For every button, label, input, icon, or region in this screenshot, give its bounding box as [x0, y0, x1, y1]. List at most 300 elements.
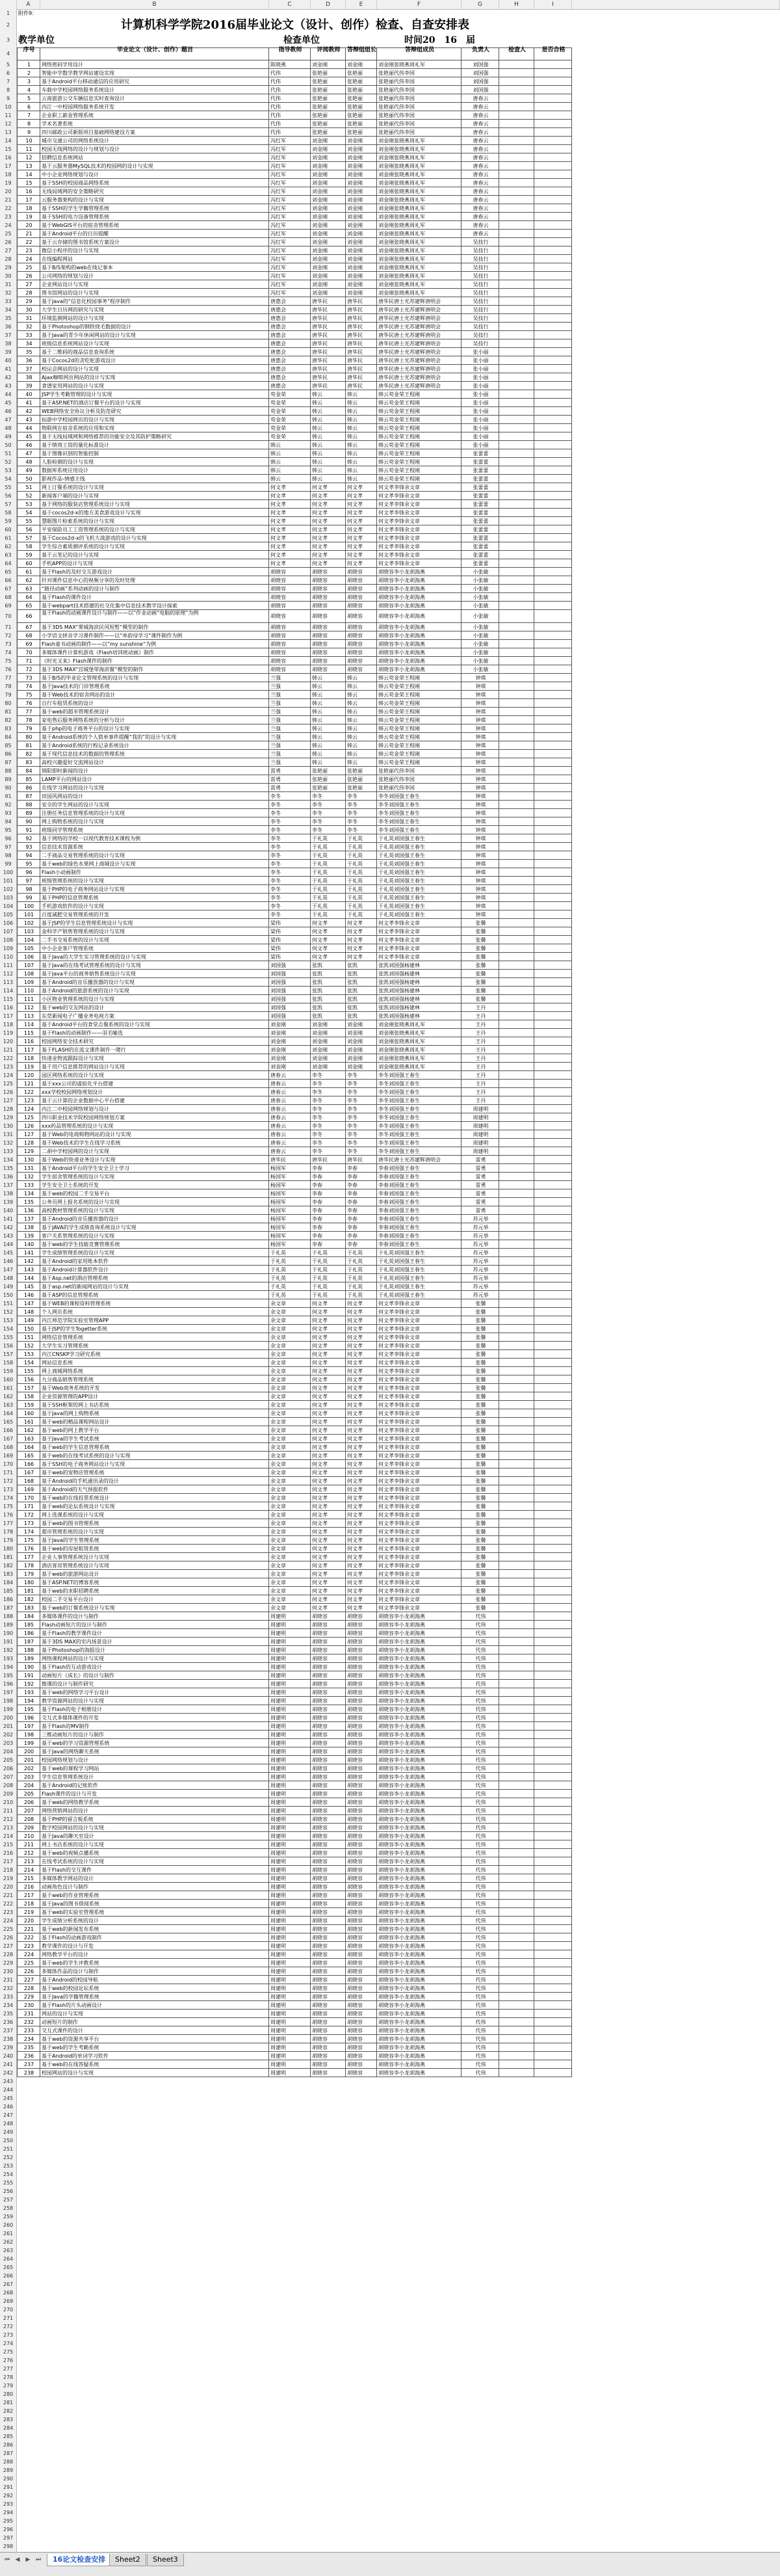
table-cell[interactable]: 钟琪	[462, 877, 499, 885]
row-number[interactable]: 55	[0, 483, 17, 492]
thesis-title-cell[interactable]: 学生综合素质测评系统的设计与实现	[40, 542, 269, 551]
row-number[interactable]: 51	[0, 449, 17, 458]
thesis-title-cell[interactable]: 客户关系管理系统的设计与实现	[40, 1232, 269, 1240]
table-cell[interactable]: 刘金刚张晓燕周礼军	[377, 145, 462, 153]
table-cell[interactable]	[534, 1384, 572, 1392]
table-cell[interactable]	[534, 1511, 572, 1519]
table-cell[interactable]: 韩云苟金荣王程刚	[377, 416, 462, 424]
table-cell[interactable]: 代伟	[269, 128, 311, 137]
table-cell[interactable]: 周建明	[269, 1747, 311, 1756]
table-cell[interactable]	[499, 2018, 534, 2026]
table-cell[interactable]	[534, 775, 572, 784]
table-cell[interactable]	[534, 1933, 572, 1942]
table-cell[interactable]: 刘金刚	[269, 1063, 311, 1071]
table-cell[interactable]	[534, 424, 572, 432]
table-cell[interactable]	[534, 2001, 572, 2010]
table-cell[interactable]: 214	[17, 1866, 40, 1874]
thesis-title-cell[interactable]: 基于web的视频点播系统	[40, 1849, 269, 1857]
table-cell[interactable]: 于礼英	[311, 1249, 346, 1257]
table-cell[interactable]: 吴技行	[462, 289, 499, 297]
thesis-title-cell[interactable]: 多媒体课件计算机游戏《Flash培训班动画》制作	[40, 648, 269, 657]
row-number[interactable]: 41	[0, 365, 17, 373]
table-cell[interactable]: 唐华民	[311, 314, 346, 323]
table-cell[interactable]: 10	[17, 137, 40, 145]
thesis-title-cell[interactable]: 微信小程序的设计与实现	[40, 246, 269, 255]
table-cell[interactable]: 韩云	[269, 449, 311, 458]
table-cell[interactable]	[499, 1426, 534, 1435]
table-cell[interactable]: 唐华民唐士光苏建辉唐明会	[377, 297, 462, 306]
table-cell[interactable]: 张艳丽	[346, 77, 377, 86]
table-cell[interactable]: 229	[17, 1993, 40, 2001]
table-cell[interactable]: 唐春云	[462, 137, 499, 145]
table-cell[interactable]: 胡晓容李小龙胡海燕	[377, 1629, 462, 1638]
table-cell[interactable]: 刘金刚	[269, 1037, 311, 1046]
table-cell[interactable]	[534, 851, 572, 860]
table-cell[interactable]: 唐春云	[462, 111, 499, 120]
table-cell[interactable]: 147	[17, 1299, 40, 1308]
thesis-title-cell[interactable]: 基于SSH的学生学籍管理系统	[40, 204, 269, 213]
table-cell[interactable]	[534, 2069, 572, 2077]
table-cell[interactable]: 胡晓容李小龙胡海燕	[377, 1638, 462, 1646]
table-cell[interactable]: 代伟	[462, 1756, 499, 1764]
thesis-title-cell[interactable]: 人脸检测的设计与实现	[40, 458, 269, 466]
table-cell[interactable]: 唐华民	[311, 306, 346, 314]
table-cell[interactable]: 唐华民	[311, 297, 346, 306]
table-cell[interactable]: 刘金刚张晓燕周礼军	[377, 213, 462, 221]
thesis-title-cell[interactable]: 基于web的学生评教系统	[40, 1959, 269, 1967]
row-number[interactable]: 70	[0, 610, 17, 623]
table-cell[interactable]: 胡晓容	[346, 1891, 377, 1900]
table-cell[interactable]: 小张敏	[462, 648, 499, 657]
table-cell[interactable]: 韩云苟金荣王程刚	[377, 407, 462, 416]
thesis-title-cell[interactable]: 基于现代信息技术的数据的管理系统	[40, 750, 269, 758]
table-cell[interactable]	[499, 1384, 534, 1392]
table-cell[interactable]: 吴技行	[462, 238, 499, 246]
table-cell[interactable]: 余文章	[269, 1392, 311, 1401]
table-cell[interactable]: 李春刘国强王春生	[377, 1215, 462, 1223]
table-cell[interactable]: 何文孝	[346, 551, 377, 559]
table-cell[interactable]: 胡晓容	[346, 1747, 377, 1756]
table-cell[interactable]: 李春	[311, 1189, 346, 1198]
table-cell[interactable]: 张艳丽	[311, 94, 346, 103]
table-cell[interactable]	[499, 1350, 534, 1359]
table-cell[interactable]	[499, 94, 534, 103]
table-cell[interactable]: 胡晓容李小龙胡海燕	[377, 1824, 462, 1832]
row-number[interactable]: 262	[0, 2238, 17, 2246]
thesis-title-cell[interactable]: 基于Flash的MV制作	[40, 1722, 269, 1731]
table-cell[interactable]	[499, 509, 534, 517]
table-cell[interactable]: 冯红军	[269, 221, 311, 230]
table-cell[interactable]: 张蕾蕾	[462, 525, 499, 534]
table-cell[interactable]	[499, 365, 534, 373]
table-cell[interactable]: 何文孝李锋余文章	[377, 1545, 462, 1553]
column-title[interactable]: 毕业论文（设计、创作）题目	[40, 47, 269, 60]
thesis-title-cell[interactable]: 动画短片的制作	[40, 2018, 269, 2026]
table-cell[interactable]: 周建明	[269, 1883, 311, 1891]
table-cell[interactable]: 刘金刚	[346, 1037, 377, 1046]
table-cell[interactable]: 胡晓容李小龙胡海燕	[377, 2052, 462, 2060]
table-cell[interactable]	[534, 94, 572, 103]
table-cell[interactable]	[499, 2026, 534, 2035]
table-cell[interactable]	[534, 1705, 572, 1714]
row-number[interactable]: 74	[0, 648, 17, 657]
table-cell[interactable]: 胡晓容李小龙胡海燕	[377, 2060, 462, 2069]
table-cell[interactable]	[499, 551, 534, 559]
table-cell[interactable]	[499, 1485, 534, 1494]
table-cell[interactable]: 周建明	[269, 1646, 311, 1654]
table-cell[interactable]	[534, 492, 572, 500]
table-cell[interactable]	[499, 809, 534, 817]
table-cell[interactable]	[499, 500, 534, 509]
table-cell[interactable]: 29	[17, 297, 40, 306]
table-cell[interactable]: 胡晓容李小龙胡海燕	[377, 1739, 462, 1747]
table-cell[interactable]: 胡晓容李小龙胡海燕	[377, 640, 462, 648]
table-cell[interactable]: 胡晓容	[346, 1731, 377, 1739]
column-title[interactable]: 评阅教师	[311, 47, 346, 60]
thesis-title-cell[interactable]: Flash课件的设计与开发	[40, 1790, 269, 1798]
table-cell[interactable]	[499, 1629, 534, 1638]
table-cell[interactable]: 胡晓容	[311, 1849, 346, 1857]
table-cell[interactable]: 胡晓容	[269, 576, 311, 585]
thesis-title-cell[interactable]: 基于Cocos2d的贪吃蛇游戏设计	[40, 356, 269, 365]
table-cell[interactable]: 何文孝李锋余文章	[377, 559, 462, 568]
thesis-title-cell[interactable]: 高校教材管理系统的设计与实现	[40, 1206, 269, 1215]
table-cell[interactable]: 兰强	[269, 708, 311, 716]
table-cell[interactable]: 张凯刘国强杨建林	[377, 995, 462, 1003]
thesis-title-cell[interactable]: 基于Flash的及时交互游戏设计	[40, 568, 269, 576]
table-cell[interactable]: 周建明	[269, 1891, 311, 1900]
table-cell[interactable]: 于礼英	[311, 868, 346, 877]
table-cell[interactable]	[534, 475, 572, 483]
table-cell[interactable]: 李冬刘国强王春生	[377, 1139, 462, 1147]
table-cell[interactable]	[499, 1511, 534, 1519]
row-number[interactable]: 56	[0, 492, 17, 500]
thesis-title-cell[interactable]: 基于Android的旅游系统的设计与实现	[40, 987, 269, 995]
table-cell[interactable]	[534, 170, 572, 179]
table-cell[interactable]: 张凯刘国强杨建林	[377, 1012, 462, 1020]
table-cell[interactable]: 153	[17, 1350, 40, 1359]
table-cell[interactable]: 胡晓容李小龙胡海燕	[377, 1840, 462, 1849]
table-cell[interactable]: 韩云	[311, 416, 346, 424]
table-cell[interactable]: 何文孝李锋余文章	[377, 1316, 462, 1325]
table-cell[interactable]: 何文孝李锋余文章	[377, 1401, 462, 1409]
table-cell[interactable]: 23	[17, 246, 40, 255]
table-cell[interactable]	[534, 1883, 572, 1891]
table-cell[interactable]: 张艳丽	[311, 128, 346, 137]
table-cell[interactable]: 韩云苟金荣王程刚	[377, 691, 462, 699]
table-cell[interactable]: 148	[17, 1308, 40, 1316]
table-cell[interactable]: 于礼英刘国强王春生	[377, 843, 462, 851]
table-cell[interactable]: 145	[17, 1282, 40, 1291]
table-cell[interactable]: 唐春云	[462, 145, 499, 153]
table-cell[interactable]: 张馨	[462, 1325, 499, 1333]
thesis-title-cell[interactable]: 基于Web的快递业务设计与实现	[40, 1156, 269, 1164]
thesis-title-cell[interactable]: 基于Android的手机通讯录的设计	[40, 1477, 269, 1485]
table-cell[interactable]	[534, 1756, 572, 1764]
table-cell[interactable]: 韩云	[269, 441, 311, 449]
table-cell[interactable]: 韩云	[311, 741, 346, 750]
row-number[interactable]: 233	[0, 1993, 17, 2001]
table-cell[interactable]: 胡晓容李小龙胡海燕	[377, 1663, 462, 1671]
table-cell[interactable]: 于礼英	[311, 885, 346, 894]
thesis-title-cell[interactable]: 基于JAVA的学生成绩查询系统设计与实现	[40, 1223, 269, 1232]
table-cell[interactable]: 周建明	[269, 1773, 311, 1781]
thesis-title-cell[interactable]: 多媒体课件的设计与制作	[40, 1612, 269, 1621]
row-number[interactable]: 220	[0, 1883, 17, 1891]
table-cell[interactable]: 刘金刚	[311, 221, 346, 230]
table-cell[interactable]	[534, 1570, 572, 1578]
table-cell[interactable]: 胡晓容	[311, 1663, 346, 1671]
table-cell[interactable]: 何文孝	[346, 1359, 377, 1367]
table-cell[interactable]: 胡晓容	[311, 1773, 346, 1781]
table-cell[interactable]: 何文孝	[269, 500, 311, 509]
table-cell[interactable]: 刘金刚	[346, 204, 377, 213]
table-cell[interactable]: 何文孝	[346, 1392, 377, 1401]
row-number[interactable]: 94	[0, 817, 17, 826]
table-cell[interactable]	[534, 1798, 572, 1807]
table-cell[interactable]: 余文章	[269, 1316, 311, 1325]
table-cell[interactable]: 胡晓容李小龙胡海燕	[377, 568, 462, 576]
row-number[interactable]: 160	[0, 1375, 17, 1384]
table-cell[interactable]: 杨国军	[269, 1215, 311, 1223]
table-cell[interactable]	[499, 1976, 534, 1984]
table-cell[interactable]	[499, 1105, 534, 1113]
table-cell[interactable]: 余文章	[269, 1561, 311, 1570]
table-cell[interactable]: 杨国军	[269, 1198, 311, 1206]
table-cell[interactable]: 冯红军	[269, 238, 311, 246]
table-cell[interactable]: 张蕾蕾	[462, 500, 499, 509]
table-cell[interactable]: 唐春云	[462, 128, 499, 137]
table-cell[interactable]: 李冬	[346, 1130, 377, 1139]
table-cell[interactable]: 张艳丽代伟李国	[377, 784, 462, 792]
table-cell[interactable]: 张艳丽	[311, 120, 346, 128]
table-cell[interactable]: 胡晓容李小龙胡海燕	[377, 610, 462, 623]
row-number[interactable]: 119	[0, 1029, 17, 1037]
table-cell[interactable]: 唐惠会	[269, 339, 311, 348]
table-cell[interactable]: 张馨	[462, 1528, 499, 1536]
table-cell[interactable]: 胡晓容	[311, 1840, 346, 1849]
thesis-title-cell[interactable]: 小区物业管理系统的设计与实现	[40, 995, 269, 1003]
table-cell[interactable]	[534, 1240, 572, 1249]
table-cell[interactable]: 唐华民唐士光苏建辉唐明会	[377, 365, 462, 373]
table-cell[interactable]: 代伟	[462, 1993, 499, 2001]
table-cell[interactable]: 胡晓容	[311, 640, 346, 648]
row-number[interactable]: 289	[0, 2466, 17, 2475]
row-number[interactable]: 249	[0, 2128, 17, 2136]
table-cell[interactable]: 刘金刚张晓燕周礼军	[377, 1037, 462, 1046]
table-cell[interactable]: 194	[17, 1697, 40, 1705]
table-cell[interactable]: 张艳丽	[311, 775, 346, 784]
table-cell[interactable]: 200	[17, 1747, 40, 1756]
table-cell[interactable]: 157	[17, 1384, 40, 1392]
table-cell[interactable]: 唐华民唐士光苏建辉唐明会	[377, 323, 462, 331]
table-cell[interactable]: 代伟	[269, 77, 311, 86]
table-cell[interactable]	[534, 441, 572, 449]
table-cell[interactable]: 张馨	[462, 1350, 499, 1359]
table-cell[interactable]	[534, 86, 572, 94]
table-cell[interactable]: 张小丽	[462, 348, 499, 356]
table-cell[interactable]: 胡晓容李小龙胡海燕	[377, 1680, 462, 1688]
table-cell[interactable]: 于礼英刘国强王春生	[377, 1249, 462, 1257]
row-number[interactable]: 243	[0, 2077, 17, 2086]
table-cell[interactable]	[499, 1959, 534, 1967]
thesis-title-cell[interactable]: 基于web的论坛系统设计与实现	[40, 1502, 269, 1511]
row-number[interactable]: 13	[0, 128, 17, 137]
table-cell[interactable]	[499, 1536, 534, 1545]
row-number[interactable]: 81	[0, 708, 17, 716]
table-cell[interactable]: 唐华民	[346, 314, 377, 323]
table-cell[interactable]: 张艳丽	[346, 69, 377, 77]
table-cell[interactable]: 吴技行	[462, 339, 499, 348]
table-cell[interactable]: 兰强	[269, 691, 311, 699]
table-cell[interactable]: 张馨	[462, 1316, 499, 1325]
table-cell[interactable]: 何文孝李锋余文章	[377, 551, 462, 559]
table-cell[interactable]: 何文孝	[346, 1350, 377, 1359]
table-cell[interactable]: 吴技行	[462, 263, 499, 272]
table-cell[interactable]: 张馨	[462, 1452, 499, 1460]
table-cell[interactable]: 周建明	[269, 1697, 311, 1705]
table-cell[interactable]: 李冬刘国强王春生	[377, 826, 462, 834]
table-cell[interactable]: 胡晓容	[346, 2035, 377, 2043]
table-cell[interactable]: 余文章	[269, 1426, 311, 1435]
table-cell[interactable]	[499, 961, 534, 970]
table-cell[interactable]: 刘国强	[462, 69, 499, 77]
table-cell[interactable]	[534, 640, 572, 648]
table-cell[interactable]: 胡晓容	[346, 1950, 377, 1959]
row-number[interactable]: 88	[0, 767, 17, 775]
thesis-title-cell[interactable]: 在线考试系统的设计与实现	[40, 1857, 269, 1866]
table-cell[interactable]: 张凯刘国强杨建林	[377, 987, 462, 995]
table-cell[interactable]: 172	[17, 1511, 40, 1519]
table-cell[interactable]	[499, 1113, 534, 1122]
thesis-title-cell[interactable]: xxx学校校园网络规划设计	[40, 1088, 269, 1096]
table-cell[interactable]: 1	[17, 60, 40, 69]
column-header[interactable]: E	[346, 0, 377, 9]
table-cell[interactable]: 张凯	[311, 1012, 346, 1020]
table-cell[interactable]: 215	[17, 1874, 40, 1883]
table-cell[interactable]: 何文孝	[311, 1401, 346, 1409]
thesis-title-cell[interactable]: 食谱家用网站的设计与实现	[40, 382, 269, 390]
table-cell[interactable]: 韩云	[311, 475, 346, 483]
table-cell[interactable]	[499, 263, 534, 272]
table-cell[interactable]	[499, 1198, 534, 1206]
table-cell[interactable]: 胡晓容	[269, 585, 311, 593]
table-cell[interactable]: 113	[17, 1012, 40, 1020]
table-cell[interactable]	[534, 263, 572, 272]
table-cell[interactable]: 唐春云	[462, 120, 499, 128]
table-cell[interactable]: 韩云	[311, 708, 346, 716]
table-cell[interactable]: 张馨	[462, 1485, 499, 1494]
row-number[interactable]: 265	[0, 2263, 17, 2272]
table-cell[interactable]: 余文章	[269, 1570, 311, 1578]
table-cell[interactable]: 胡晓容	[346, 1959, 377, 1967]
table-cell[interactable]	[499, 1502, 534, 1511]
thesis-title-cell[interactable]: 基于图像识别的智能控制	[40, 449, 269, 458]
row-number[interactable]: 209	[0, 1790, 17, 1798]
table-cell[interactable]	[534, 483, 572, 492]
thesis-title-cell[interactable]: 基于Android的单词学习软件	[40, 2052, 269, 2060]
table-cell[interactable]: 何文孝李锋余文章	[377, 919, 462, 927]
thesis-title-cell[interactable]: 校园网络安全技术研究	[40, 1037, 269, 1046]
thesis-title-cell[interactable]: 平安保险员工工资管理系统的设计与实现	[40, 525, 269, 534]
table-cell[interactable]: 133	[17, 1181, 40, 1189]
row-number[interactable]: 34	[0, 306, 17, 314]
table-cell[interactable]: 于礼英刘国强王春生	[377, 902, 462, 910]
row-number[interactable]: 83	[0, 724, 17, 733]
table-cell[interactable]: 126	[17, 1122, 40, 1130]
table-cell[interactable]	[534, 1976, 572, 1984]
table-cell[interactable]	[499, 1595, 534, 1604]
table-cell[interactable]	[534, 1418, 572, 1426]
table-cell[interactable]: 201	[17, 1756, 40, 1764]
table-cell[interactable]	[534, 246, 572, 255]
table-cell[interactable]: 余文章	[269, 1528, 311, 1536]
table-cell[interactable]	[499, 826, 534, 834]
table-cell[interactable]	[534, 1206, 572, 1215]
table-cell[interactable]: 于礼英	[311, 851, 346, 860]
table-cell[interactable]: 刘金刚	[346, 280, 377, 289]
check-unit-label[interactable]: 检查单位	[283, 35, 320, 46]
row-number[interactable]: 254	[0, 2170, 17, 2179]
table-cell[interactable]: 41	[17, 399, 40, 407]
table-cell[interactable]	[534, 1054, 572, 1063]
table-cell[interactable]: 张艳丽	[346, 111, 377, 120]
table-cell[interactable]: 何文孝	[346, 1333, 377, 1342]
table-cell[interactable]	[499, 289, 534, 297]
table-cell[interactable]: 何文孝	[346, 1595, 377, 1604]
table-cell[interactable]: 周建明	[269, 1612, 311, 1621]
table-cell[interactable]	[499, 585, 534, 593]
row-number[interactable]: 144	[0, 1240, 17, 1249]
table-cell[interactable]	[499, 1359, 534, 1367]
table-cell[interactable]: 冯红军	[269, 204, 311, 213]
table-cell[interactable]: 韩云	[346, 390, 377, 399]
table-cell[interactable]: 206	[17, 1798, 40, 1807]
table-cell[interactable]	[534, 1773, 572, 1781]
thesis-title-cell[interactable]: 锦阳即时新闻的设计	[40, 767, 269, 775]
table-cell[interactable]: 何文孝李锋余文章	[377, 1308, 462, 1316]
table-cell[interactable]: 于礼英	[346, 1274, 377, 1282]
table-cell[interactable]: 胡晓容	[269, 602, 311, 610]
thesis-title-cell[interactable]: 基于Android平台移动通信的应用研究	[40, 77, 269, 86]
table-cell[interactable]: 李春刘国强王春生	[377, 1240, 462, 1249]
thesis-title-cell[interactable]: 中小企业网络规划与设计	[40, 170, 269, 179]
row-number[interactable]: 140	[0, 1206, 17, 1215]
row-number[interactable]: 285	[0, 2432, 17, 2441]
table-cell[interactable]	[534, 1731, 572, 1739]
table-cell[interactable]: 66	[17, 610, 40, 623]
table-cell[interactable]: 张艳丽	[311, 103, 346, 111]
table-cell[interactable]	[499, 145, 534, 153]
table-cell[interactable]: 胡晓容	[346, 1638, 377, 1646]
table-cell[interactable]: 52	[17, 492, 40, 500]
table-cell[interactable]: 苏元举	[462, 1215, 499, 1223]
row-number[interactable]: 143	[0, 1232, 17, 1240]
table-cell[interactable]: 吴技行	[462, 331, 499, 339]
table-cell[interactable]	[499, 1139, 534, 1147]
thesis-title-cell[interactable]: Ajax咖啡网页网站的设计与实现	[40, 373, 269, 382]
table-cell[interactable]	[499, 674, 534, 682]
table-cell[interactable]: 代伟	[462, 1849, 499, 1857]
row-number[interactable]: 215	[0, 1840, 17, 1849]
table-cell[interactable]: 小张敏	[462, 593, 499, 602]
table-cell[interactable]	[499, 2052, 534, 2060]
table-cell[interactable]: 79	[17, 724, 40, 733]
table-cell[interactable]: 胡晓容	[346, 2060, 377, 2069]
table-cell[interactable]	[499, 691, 534, 699]
table-cell[interactable]: 张艳丽代伟李国	[377, 775, 462, 784]
table-cell[interactable]: 唐华民	[311, 356, 346, 365]
